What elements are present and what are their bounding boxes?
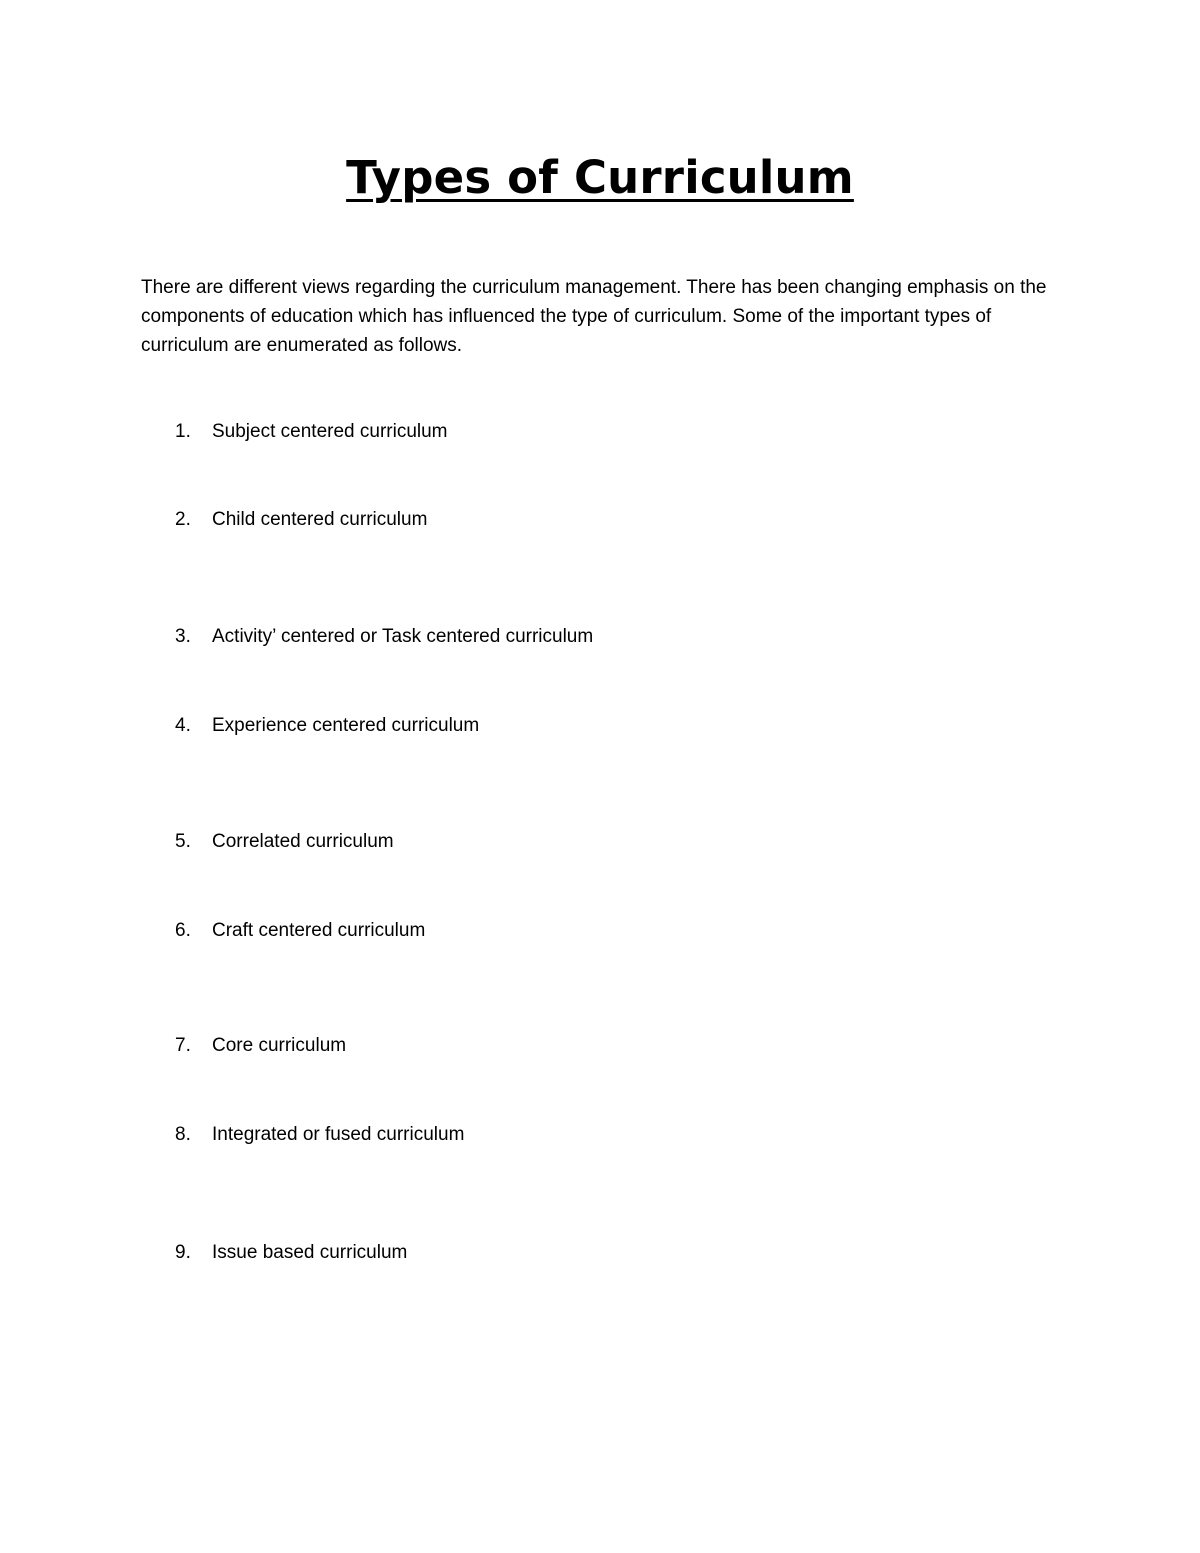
list-item-text: Child centered curriculum bbox=[212, 509, 428, 530]
list-item-number: 4. bbox=[175, 715, 191, 736]
list-item-number: 6. bbox=[175, 920, 191, 941]
list-item-text: Craft centered curriculum bbox=[212, 920, 426, 941]
list-item-text: Correlated curriculum bbox=[212, 831, 394, 852]
intro-paragraph: There are different views regarding the curriculum management. There has been changing emphasis on the components of education which has influenced the type of curriculum. Some of the important types of curriculum are enumerated as follows. bbox=[141, 277, 1047, 356]
list-item-text: Core curriculum bbox=[212, 1035, 347, 1056]
list-item bbox=[0, 711, 1000, 741]
list-item-number: 2. bbox=[175, 509, 191, 530]
list-item bbox=[0, 1031, 1000, 1061]
list-item bbox=[0, 417, 1000, 447]
list-item-number: 5. bbox=[175, 831, 191, 852]
list-item bbox=[0, 505, 1000, 535]
list-item bbox=[0, 827, 1000, 857]
list-item-number: 9. bbox=[175, 1242, 191, 1263]
list-item-text: Integrated or fused curriculum bbox=[212, 1124, 465, 1145]
page-title: Types of Curriculum bbox=[346, 151, 854, 204]
list-item-number: 8. bbox=[175, 1124, 191, 1145]
list-item-number: 3. bbox=[175, 626, 191, 647]
list-item-number: 7. bbox=[175, 1035, 191, 1056]
list-item-text: Issue based curriculum bbox=[212, 1242, 408, 1263]
list-item-text: Experience centered curriculum bbox=[212, 715, 480, 736]
list-item bbox=[0, 1120, 1000, 1150]
list-item-text: Subject centered curriculum bbox=[212, 421, 448, 442]
list-item-text: Activity’ centered or Task centered curriculum bbox=[212, 626, 594, 647]
list-item bbox=[0, 916, 1000, 946]
list-item-number: 1. bbox=[175, 421, 191, 442]
list-item bbox=[0, 622, 1000, 652]
list-item bbox=[0, 1238, 1000, 1268]
